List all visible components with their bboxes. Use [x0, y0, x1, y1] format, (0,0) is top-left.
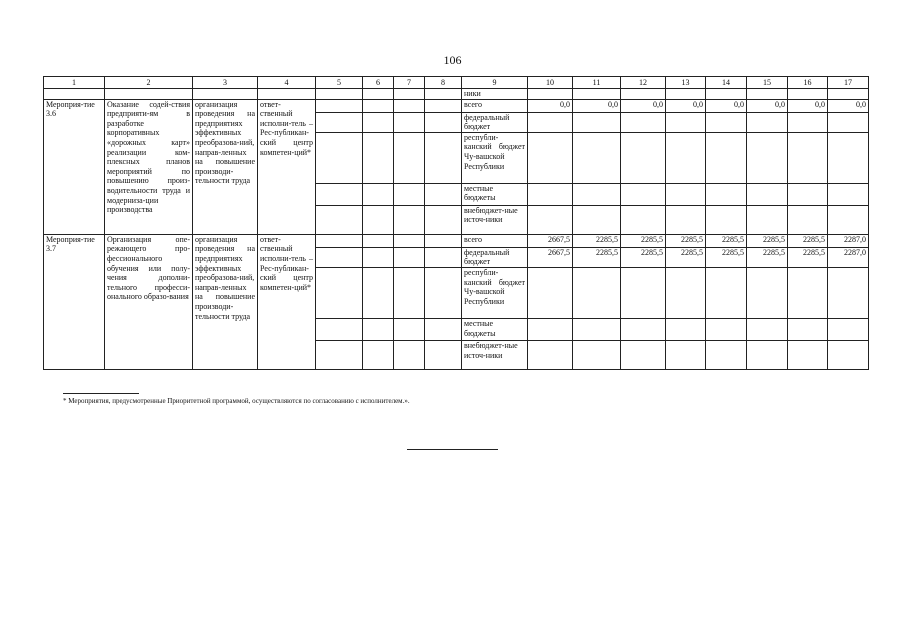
empty-cell	[193, 89, 258, 100]
value-cell-17	[828, 112, 869, 132]
empty-cell	[425, 99, 462, 112]
value-cell-16	[788, 340, 828, 369]
value-cell-14	[706, 267, 747, 318]
empty-cell	[788, 89, 828, 100]
value-cell-14: 0,0	[706, 99, 747, 112]
value-cell-13	[666, 340, 706, 369]
value-cell-12: 2285,5	[621, 247, 666, 267]
funding-source-cell: местные бюджеты	[462, 318, 528, 340]
empty-cell	[316, 340, 363, 369]
table-body	[44, 77, 869, 370]
empty-cell	[425, 340, 462, 369]
value-cell-13	[666, 132, 706, 183]
value-cell-13	[666, 267, 706, 318]
funding-source-cell: республи-канский бюджет Чу-вашской Республики	[462, 267, 528, 318]
value-cell-11	[573, 183, 621, 205]
empty-cell	[425, 183, 462, 205]
funding-source-cell: всего	[462, 234, 528, 247]
funding-source-cell: внебюджет-ные источ-ники	[462, 340, 528, 369]
value-cell-13: 2285,5	[666, 247, 706, 267]
value-cell-15	[747, 183, 788, 205]
empty-cell	[316, 234, 363, 247]
value-cell-10: 2667,5	[528, 247, 573, 267]
empty-cell	[425, 89, 462, 100]
empty-cell	[573, 89, 621, 100]
page-number: 106	[443, 53, 462, 67]
empty-cell	[394, 99, 425, 112]
value-cell-15: 2285,5	[747, 234, 788, 247]
value-cell-16: 2285,5	[788, 234, 828, 247]
value-cell-15	[747, 112, 788, 132]
measure-result-cell: организация проведения на предприятиях эффективных преобразова-ний, направ-ленных на повышение производи-тельности труда	[193, 99, 258, 234]
column-header-6: 6	[363, 77, 394, 89]
value-cell-10	[528, 340, 573, 369]
value-cell-17: 0,0	[828, 99, 869, 112]
empty-cell	[425, 234, 462, 247]
value-cell-17	[828, 340, 869, 369]
measure-name-cell: Организация опе-режающего про-фессионального обучения или полу-чения дополни-тельного професси-онального образо-вания	[105, 234, 193, 369]
footnote: * Мероприятия, предусмотренные Приоритетной программой, осуществляются по согласованию с исполнителем.».	[63, 397, 410, 405]
value-cell-11	[573, 267, 621, 318]
value-cell-15	[747, 318, 788, 340]
funding-source-cell: федеральный бюджет	[462, 247, 528, 267]
funding-source-cell: ники	[462, 89, 528, 100]
value-cell-11	[573, 340, 621, 369]
empty-cell	[363, 99, 394, 112]
value-cell-11	[573, 318, 621, 340]
empty-cell	[363, 267, 394, 318]
empty-cell	[828, 89, 869, 100]
empty-cell	[258, 89, 316, 100]
value-cell-13	[666, 112, 706, 132]
value-cell-12: 2285,5	[621, 234, 666, 247]
value-cell-17: 2287,0	[828, 247, 869, 267]
value-cell-13	[666, 205, 706, 234]
empty-cell	[316, 89, 363, 100]
value-cell-17	[828, 267, 869, 318]
value-cell-16	[788, 267, 828, 318]
empty-cell	[425, 132, 462, 183]
column-header-13: 13	[666, 77, 706, 89]
value-cell-14	[706, 132, 747, 183]
funding-source-cell: всего	[462, 99, 528, 112]
column-header-row	[44, 77, 869, 89]
empty-cell	[363, 340, 394, 369]
value-cell-10: 2667,5	[528, 234, 573, 247]
value-cell-15	[747, 267, 788, 318]
column-header-9: 9	[462, 77, 528, 89]
value-cell-12	[621, 183, 666, 205]
column-header-11: 11	[573, 77, 621, 89]
empty-cell	[316, 247, 363, 267]
value-cell-10: 0,0	[528, 99, 573, 112]
empty-cell	[363, 205, 394, 234]
empty-cell	[747, 89, 788, 100]
column-header-4: 4	[258, 77, 316, 89]
value-cell-10	[528, 267, 573, 318]
value-cell-15	[747, 340, 788, 369]
value-cell-14	[706, 183, 747, 205]
value-cell-10	[528, 205, 573, 234]
value-cell-14: 2285,5	[706, 247, 747, 267]
end-rule	[407, 449, 498, 450]
value-cell-11	[573, 132, 621, 183]
measure-executor-cell: ответ-ственный исполни-тель – Рес-публикан-ский центр компетен-ций*	[258, 234, 316, 369]
empty-cell	[425, 247, 462, 267]
value-cell-15	[747, 132, 788, 183]
funding-source-cell: республи-канский бюджет Чу-вашской Республики	[462, 132, 528, 183]
empty-cell	[363, 183, 394, 205]
empty-cell	[363, 112, 394, 132]
empty-cell	[394, 132, 425, 183]
value-cell-12	[621, 318, 666, 340]
column-header-3: 3	[193, 77, 258, 89]
empty-cell	[363, 234, 394, 247]
empty-cell	[363, 318, 394, 340]
value-cell-10	[528, 112, 573, 132]
value-cell-14	[706, 112, 747, 132]
empty-cell	[425, 112, 462, 132]
value-cell-10	[528, 183, 573, 205]
column-header-1: 1	[44, 77, 105, 89]
empty-cell	[621, 89, 666, 100]
empty-cell	[316, 132, 363, 183]
empty-cell	[105, 89, 193, 100]
measure-result-cell: организация проведения на предприятиях эффективных преобразова-ний, направ-ленных на повышение производи-тельности труда	[193, 234, 258, 369]
column-header-7: 7	[394, 77, 425, 89]
value-cell-17	[828, 318, 869, 340]
empty-cell	[316, 318, 363, 340]
value-cell-11: 2285,5	[573, 247, 621, 267]
column-header-16: 16	[788, 77, 828, 89]
measure-name-cell: Оказание содей-ствия предприяти-ям в разработке корпоративных «дорожных карт» реализации ком-плексных планов мероприятий по повышению произ-водительности труда и модерниза-ции производства	[105, 99, 193, 234]
measure-id-cell: Мероприя-тие 3.6	[44, 99, 105, 234]
column-header-17: 17	[828, 77, 869, 89]
empty-cell	[316, 112, 363, 132]
empty-cell	[363, 247, 394, 267]
value-cell-14	[706, 205, 747, 234]
column-header-8: 8	[425, 77, 462, 89]
value-cell-12	[621, 132, 666, 183]
table-row	[44, 234, 869, 247]
value-cell-15	[747, 205, 788, 234]
column-header-5: 5	[316, 77, 363, 89]
empty-cell	[394, 267, 425, 318]
value-cell-16	[788, 112, 828, 132]
measure-id-cell: Мероприя-тие 3.7	[44, 234, 105, 369]
empty-cell	[666, 89, 706, 100]
value-cell-12	[621, 267, 666, 318]
value-cell-14	[706, 318, 747, 340]
empty-cell	[316, 183, 363, 205]
value-cell-16	[788, 132, 828, 183]
value-cell-10	[528, 318, 573, 340]
column-header-15: 15	[747, 77, 788, 89]
value-cell-17	[828, 132, 869, 183]
empty-cell	[425, 205, 462, 234]
value-cell-16: 2285,5	[788, 247, 828, 267]
budget-table	[43, 76, 869, 370]
empty-cell	[394, 205, 425, 234]
empty-cell	[394, 112, 425, 132]
empty-cell	[363, 89, 394, 100]
empty-cell	[394, 318, 425, 340]
empty-cell	[316, 205, 363, 234]
value-cell-14	[706, 340, 747, 369]
measure-executor-cell: ответ-ственный исполни-тель – Рес-публикан-ский центр компетен-ций*	[258, 99, 316, 234]
table-row	[44, 99, 869, 112]
value-cell-15: 0,0	[747, 99, 788, 112]
empty-cell	[394, 183, 425, 205]
value-cell-16	[788, 183, 828, 205]
value-cell-11: 0,0	[573, 99, 621, 112]
funding-source-cell: федеральный бюджет	[462, 112, 528, 132]
column-header-12: 12	[621, 77, 666, 89]
value-cell-13: 0,0	[666, 99, 706, 112]
value-cell-16	[788, 205, 828, 234]
footnote-rule	[63, 393, 139, 394]
empty-cell	[528, 89, 573, 100]
value-cell-13	[666, 318, 706, 340]
empty-cell	[363, 132, 394, 183]
column-header-14: 14	[706, 77, 747, 89]
value-cell-13	[666, 183, 706, 205]
value-cell-11	[573, 205, 621, 234]
value-cell-12: 0,0	[621, 99, 666, 112]
empty-cell	[425, 267, 462, 318]
empty-cell	[706, 89, 747, 100]
funding-source-cell: внебюджет-ные источ-ники	[462, 205, 528, 234]
empty-cell	[394, 89, 425, 100]
value-cell-14: 2285,5	[706, 234, 747, 247]
column-header-2: 2	[105, 77, 193, 89]
empty-cell	[394, 247, 425, 267]
value-cell-12	[621, 112, 666, 132]
empty-cell	[316, 99, 363, 112]
value-cell-11: 2285,5	[573, 234, 621, 247]
value-cell-15: 2285,5	[747, 247, 788, 267]
empty-cell	[316, 267, 363, 318]
value-cell-16	[788, 318, 828, 340]
value-cell-11	[573, 112, 621, 132]
value-cell-17	[828, 183, 869, 205]
empty-cell	[394, 234, 425, 247]
value-cell-13: 2285,5	[666, 234, 706, 247]
funding-source-cell: местные бюджеты	[462, 183, 528, 205]
empty-cell	[394, 340, 425, 369]
value-cell-10	[528, 132, 573, 183]
value-cell-17: 2287,0	[828, 234, 869, 247]
value-cell-12	[621, 340, 666, 369]
value-cell-12	[621, 205, 666, 234]
value-cell-17	[828, 205, 869, 234]
value-cell-16: 0,0	[788, 99, 828, 112]
continuation-row	[44, 89, 869, 100]
empty-cell	[425, 318, 462, 340]
empty-cell	[44, 89, 105, 100]
column-header-10: 10	[528, 77, 573, 89]
